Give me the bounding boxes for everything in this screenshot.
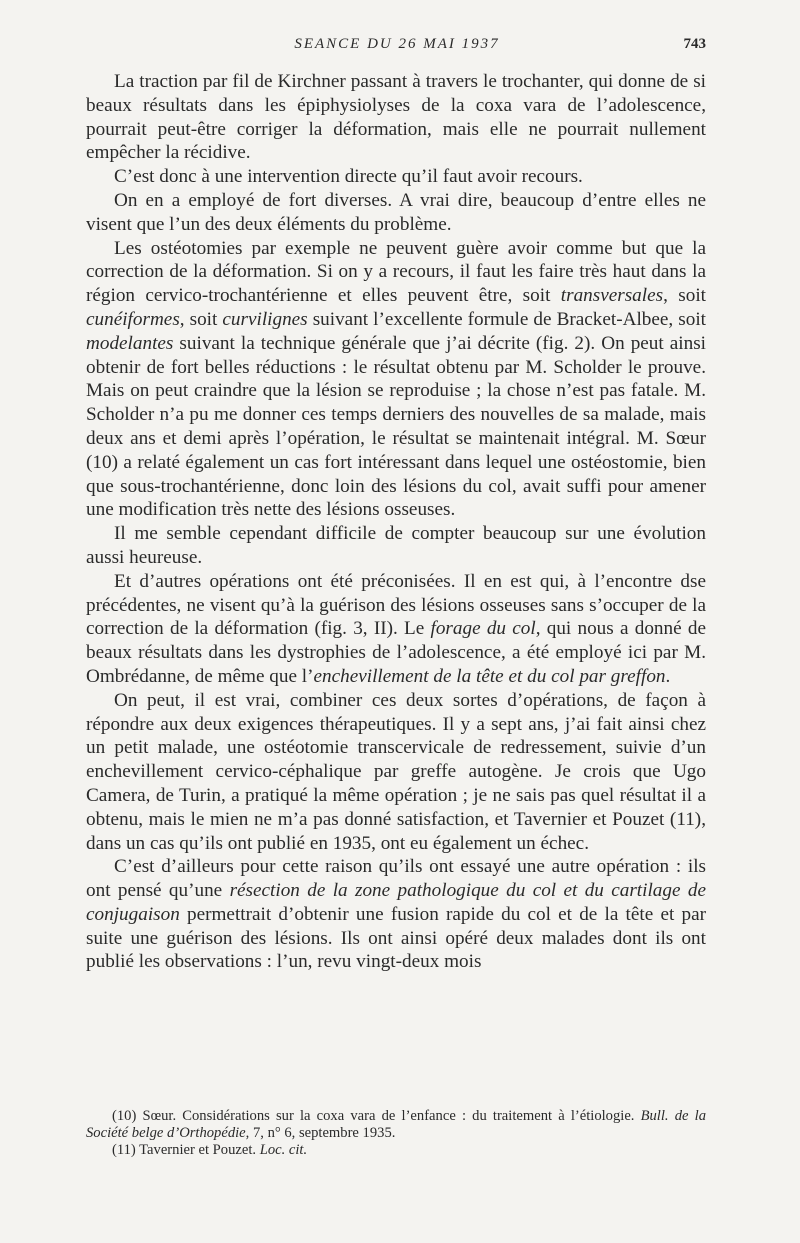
text-run: (10) Sœur. Considérations sur la coxa vara de l’enfance : du traitement à l’étiologie. — [112, 1108, 641, 1124]
running-title: SEANCE DU 26 MAI 1937 — [294, 36, 500, 52]
text-run: . — [665, 665, 671, 687]
italic-text: résection de la zone pathologique du col et du cartilage de conjugaison — [86, 880, 706, 925]
footnotes — [86, 1108, 706, 1160]
italic-text: curvilignes — [222, 308, 308, 330]
text-run: permettrait d’obtenir une fusion rapide du col et de la tête et par suite une guérison des lésions. Ils ont ainsi opéré deux malades dont ils ont publié les observations : l’un, revu vingt-deux mois — [86, 903, 706, 973]
text-run: La traction par fil de Kirchner passant à travers le trochanter, qui donne de si beaux résultats dans les épiphysiolyses de la coxa vara de l’adolescence, pourrait peut-être corriger la déformation, mais elle ne pourrait nullement empêcher la récidive. — [86, 71, 706, 164]
text-run: Les ostéotomies par exemple ne peuvent guère avoir comme but que la correction de la déformation. Si on y a recours, il faut les faire très haut dans la région cervico-trochantérienne et elles peuvent être, soit — [86, 237, 706, 307]
paragraph — [86, 165, 706, 189]
text-run: C’est d’ailleurs pour cette raison qu’ils ont essayé une autre opération : ils ont pensé qu’une — [86, 856, 706, 902]
paragraph — [86, 237, 706, 523]
italic-text: forage du col — [430, 618, 536, 640]
italic-text: cunéiformes — [86, 308, 180, 330]
paragraph — [86, 70, 706, 165]
text-run: suivant la technique générale que j’ai décrite (fig. 2). On peut ainsi obtenir de fort belles réductions : le résultat obtenu par M. Scholder le prouve. Mais on peut craindre que la lésion se reproduise ; la chose n’est pas fatale. M. Scholder n’a pu me donner ces temps derniers des nouvelles de sa malade, mais deux ans et demi après l’opération, le résultat se maintenait intégral. M. Sœur (10) a relaté également un cas fort intéressant dans lequel une ostéostomie, bien que sous-trochantérienne, donc loin des lésions du col, avait suffi pour amener une modification très nette des lésions osseuses. — [86, 332, 706, 521]
italic-text: Loc. cit. — [259, 1142, 308, 1159]
italic-text: enchevillement de la tête et du col par greffon — [313, 665, 666, 687]
text-run: suivant l’excellente formule de Bracket-Albee, soit — [307, 308, 706, 330]
paragraph — [86, 689, 706, 856]
text-run: , qui nous a donné de beaux résultats dans les dystrophies de l’adolescence, a été employé ici par M. Ombrédanne, de même que l’ — [86, 618, 706, 687]
body-text — [86, 70, 706, 974]
text-run: On en a employé de fort diverses. A vrai dire, beaucoup d’entre elles ne visent que l’un des deux éléments du problème. — [86, 189, 706, 235]
paragraph — [86, 189, 706, 237]
paragraph — [86, 570, 706, 689]
italic-text: transversales — [560, 285, 664, 307]
footnote — [86, 1108, 706, 1142]
text-run: , 7, n° 6, septembre 1935. — [245, 1125, 396, 1142]
page-number: 743 — [683, 36, 706, 52]
paragraph — [86, 855, 706, 974]
text-run: On peut, il est vrai, combiner ces deux sortes d’opérations, de façon à répondre aux deux exigences thérapeutiques. Il y a sept ans, j’ai fait ainsi chez un petit malade, une ostéotomie transcervicale de redressement, suivie d’un enchevillement cervico-céphalique par greffe autogène. Je crois que Ugo Camera, de Turin, a pratiqué la même opération ; je ne sais pas quel résultat il a obtenu, mais le mien ne m’a pas donné satisfaction, et Tavernier et Pouzet (11), dans un cas qu’ils ont publié en 1935, ont eu également un échec. — [86, 689, 706, 854]
text-run: , soit — [179, 308, 223, 330]
text-run: Et d’autres opérations ont été préconisées. Il en est qui, à l’encontre dse précédentes, ne visent qu’à la guérison des lésions osseuses sans s’occuper de la correction de la déformation (fig. 3, II). Le — [86, 570, 706, 640]
italic-text: modelantes — [86, 332, 174, 354]
paragraph — [86, 522, 706, 570]
text-run: C’est donc à une intervention directe qu’il faut avoir recours. — [114, 166, 583, 188]
italic-text: Bull. de la Société belge d’Orthopédie — [86, 1108, 706, 1142]
footnote — [86, 1142, 706, 1159]
running-header — [88, 36, 706, 58]
text-run: (11) Tavernier et Pouzet. — [112, 1142, 260, 1159]
text-run: Il me semble cependant difficile de compter beaucoup sur une évolution aussi heureuse. — [86, 523, 706, 568]
text-run: , soit — [663, 285, 706, 307]
